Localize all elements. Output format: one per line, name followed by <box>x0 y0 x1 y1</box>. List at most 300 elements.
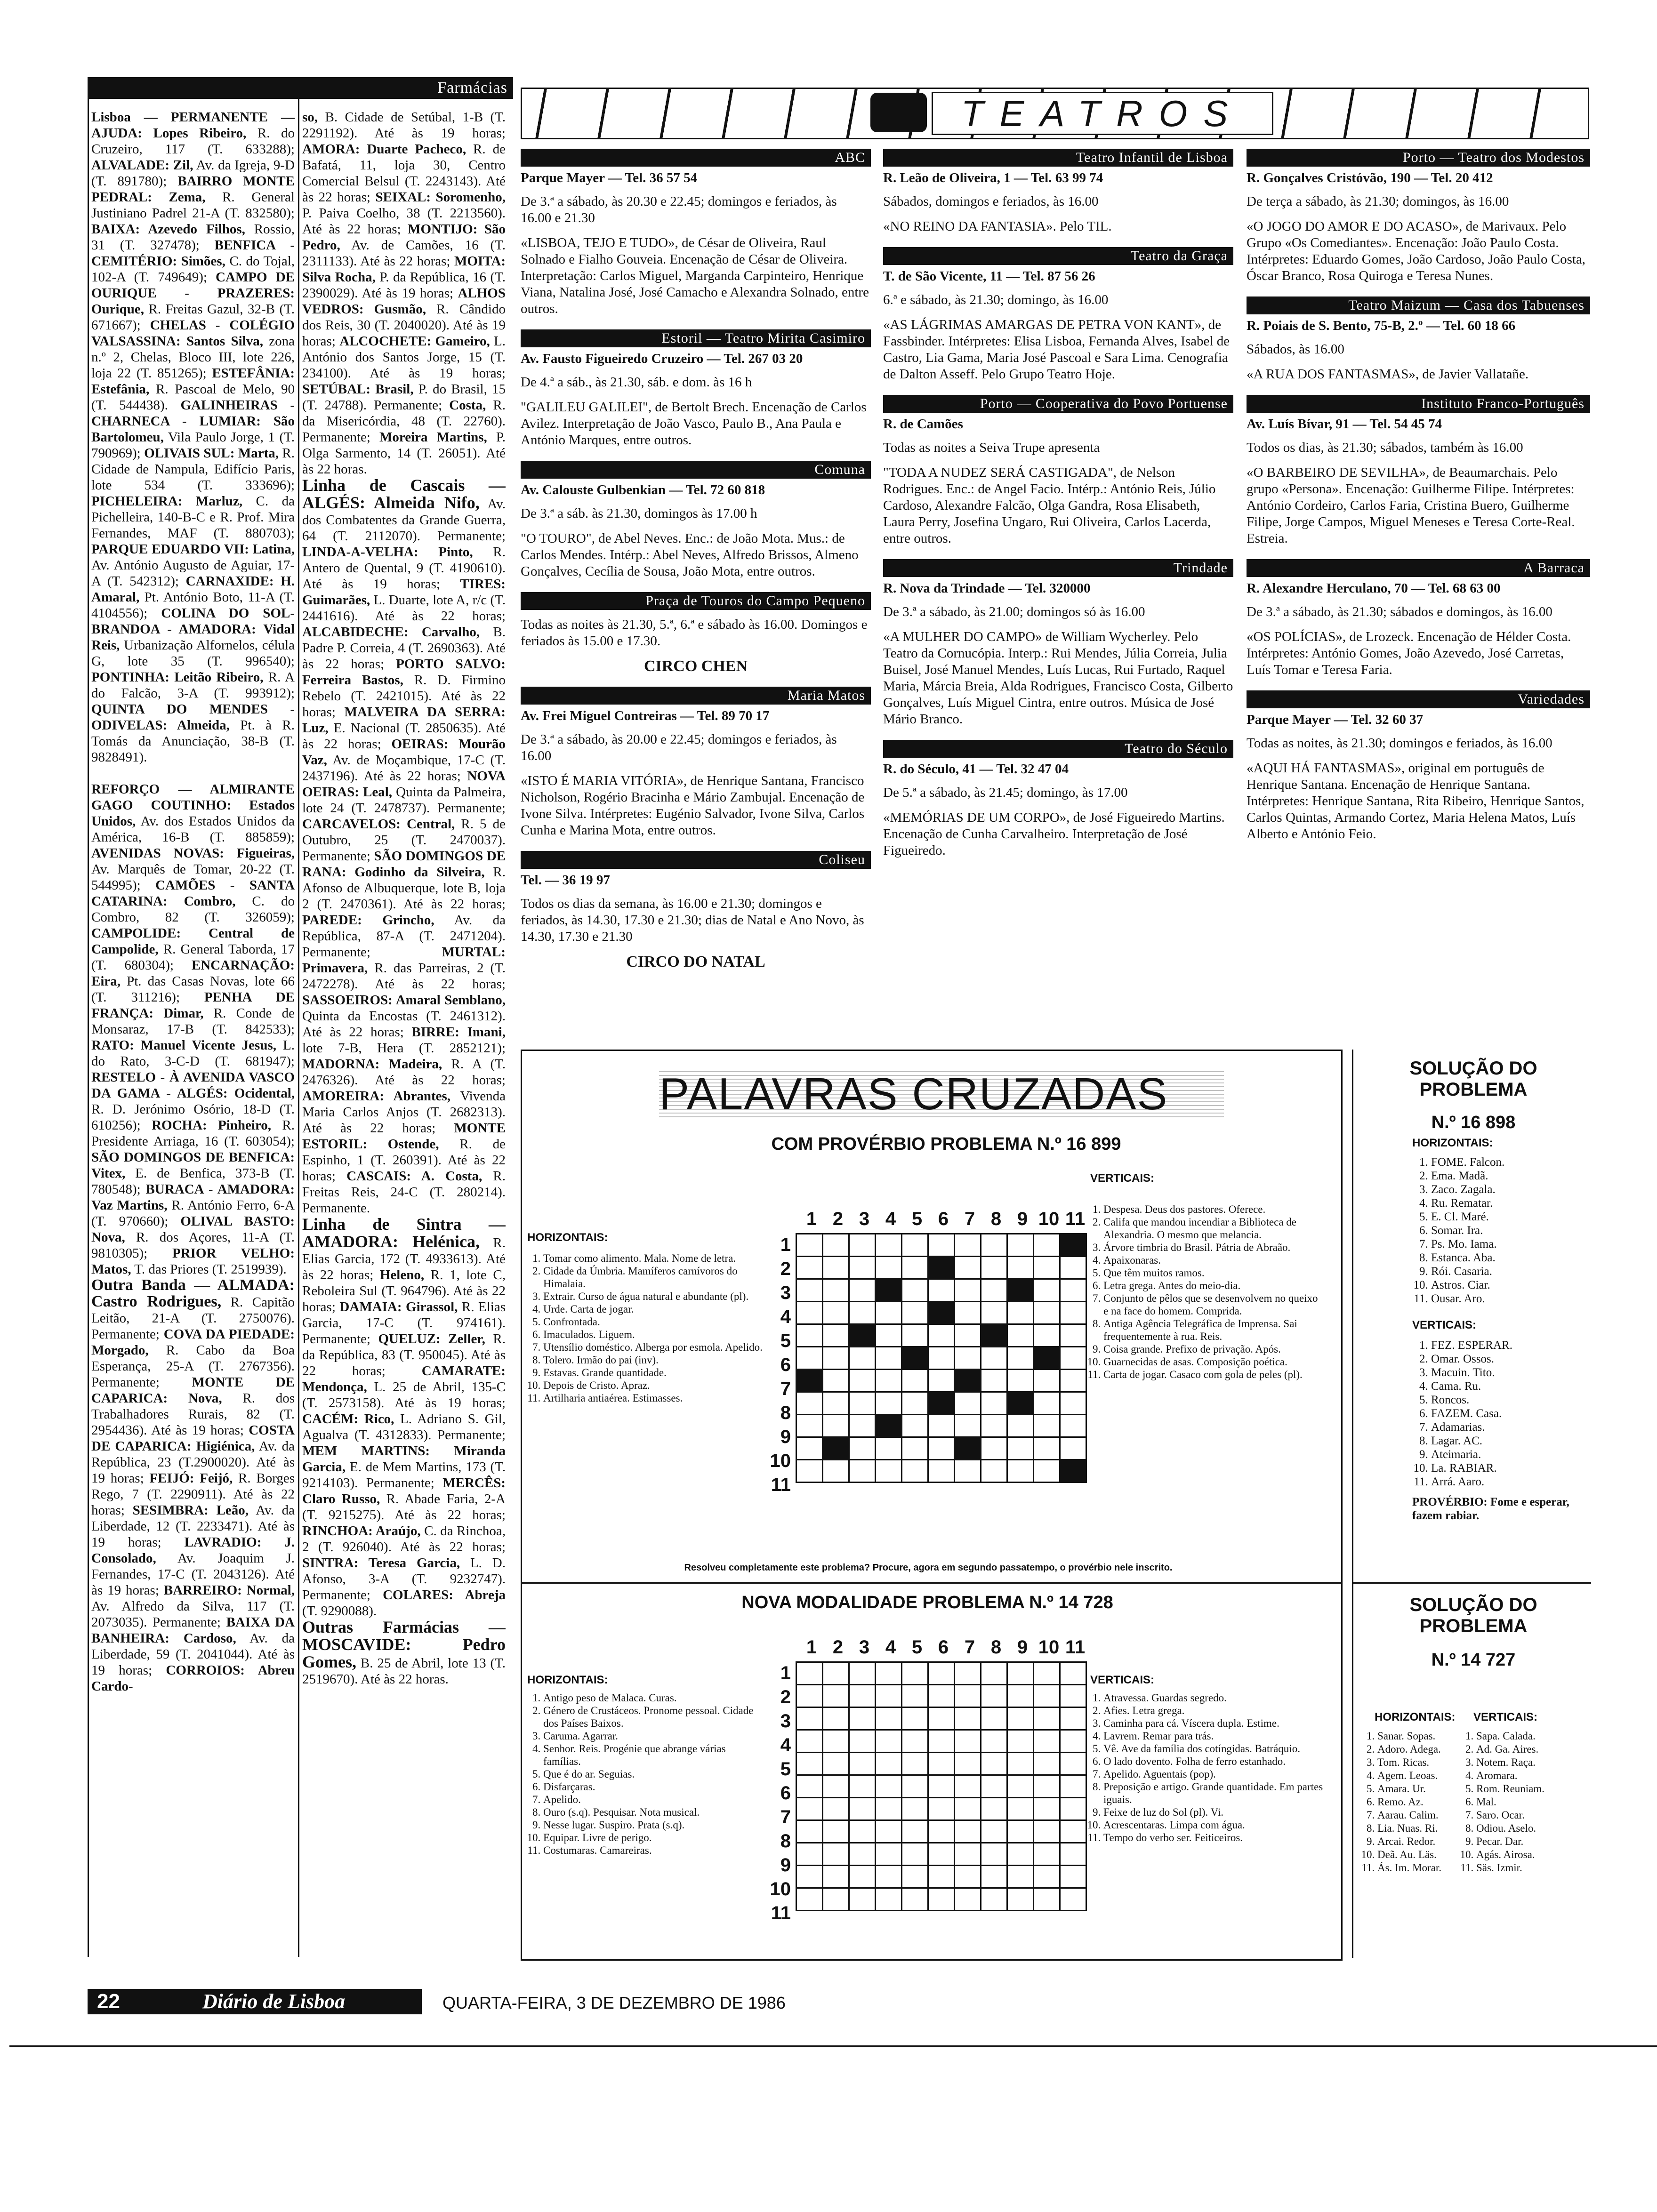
column-number: 2 <box>832 1209 844 1229</box>
clue-item: 6. Remo. Az. <box>1377 1795 1469 1809</box>
clue-item: 4. Lavrem. Remar para trás. <box>1103 1730 1325 1742</box>
grid-cell <box>1007 1820 1034 1843</box>
column-number: 6 <box>938 1637 949 1658</box>
theatre-name-header: Porto — Cooperativa do Povo Portuense <box>883 395 1233 413</box>
theatre-show: «AS LÁGRIMAS AMARGAS DE PETRA VON KANT», de Fassbinder. Intérpretes: Elisa Lisboa, Fernanda Alves, Isabel de Castro, Lia Gama, Maria José Pascoal e Sara Lima. Cenografia de Dalton Asseff. Pelo Grupo Teatro Hoje. <box>883 317 1230 382</box>
theatre-listing <box>883 247 1233 383</box>
pharmacies-mid-rule <box>298 98 299 1957</box>
theatre-address: Tel. — 36 19 97 <box>521 873 610 888</box>
column-number: 10 <box>1038 1637 1060 1658</box>
grid-cell <box>902 1798 928 1820</box>
row-number: 8 <box>780 1831 791 1851</box>
grid-cell <box>1007 1707 1034 1730</box>
grid-cell <box>1034 1843 1060 1866</box>
grid-cell <box>981 1347 1007 1370</box>
theatre-address: R. Gonçalves Cristóvão, 190 — Tel. 20 412 <box>1247 170 1493 185</box>
theatre-name-header: Trindade <box>883 559 1233 577</box>
theatre-address: R. Poiais de S. Bento, 75-B, 2.º — Tel. 60 18 66 <box>1247 318 1516 333</box>
column-number: 11 <box>1065 1209 1086 1229</box>
theatre-show: CIRCO CHEN <box>643 657 748 675</box>
grid-cell <box>902 1775 928 1798</box>
grid-cell <box>849 1392 876 1415</box>
theatre-address: Parque Mayer — Tel. 36 57 54 <box>521 170 698 185</box>
column-number: 8 <box>990 1637 1002 1658</box>
clue-item: 10. Agás. Airosa. <box>1476 1848 1582 1861</box>
clue-item: 8. Ouro (s.q). Pesquisar. Nota musical. <box>543 1806 764 1819</box>
grid-cell <box>928 1460 955 1483</box>
grid-cell <box>849 1257 876 1279</box>
grid-cell <box>823 1843 849 1866</box>
solution-1-title: SOLUÇÃO DO PROBLEMA <box>1409 1058 1537 1100</box>
issue-date: QUARTA-FEIRA, 3 DE DEZEMBRO DE 1986 <box>442 1993 786 2012</box>
grid-cell <box>928 1257 955 1279</box>
theatre-show: "O TOURO", de Abel Neves. Enc.: de João Mota. Mus.: de Carlos Mendes. Intérp.: Abel Neves, Alfredo Brissos, Almeno Gonçalves, Cecília de Sousa, João Mota, entre outros. <box>521 531 859 579</box>
bottom-rule <box>9 2045 1657 2047</box>
grid-cell <box>928 1685 955 1707</box>
theatre-show: «ISTO É MARIA VITÓRIA», de Henrique Santana, Francisco Nicholson, Rogério Bracinha e Mário Zambujal. Encenação de Ivone Silva. Intérpretes: Eugénio Salvador, Ivone Silva, Carlos Cunha e Marina Mota, entre outros. <box>521 773 865 838</box>
theatre-name-header: Estoril — Teatro Mirita Casimiro <box>521 329 871 347</box>
grid-cell <box>823 1820 849 1843</box>
grid-cell <box>849 1437 876 1460</box>
grid-cell <box>1007 1798 1034 1820</box>
pharmacies-left-rule <box>88 98 89 1957</box>
theatre-show: "TODA A NUDEZ SERÁ CASTIGADA", de Nelson Rodrigues. Enc.: de Angel Facio. Intérp.: António Reis, Júlio Cardoso, Alexandre Falcão, Olga Gandra, Rosa Elisabeth, Laura Perry, Josefina Ungaro, Rui Oliveira, Carlos Lacerda, entre outros. <box>883 465 1216 546</box>
grid-cell <box>981 1437 1007 1460</box>
clue-item: 9. Ateimaria. <box>1431 1448 1591 1461</box>
grid-cell <box>955 1392 981 1415</box>
grid-cell <box>981 1820 1007 1843</box>
grid-cell <box>928 1437 955 1460</box>
grid-cell <box>1034 1347 1060 1370</box>
grid-cell <box>876 1662 902 1685</box>
grid-cell <box>876 1707 902 1730</box>
grid-cell <box>849 1707 876 1730</box>
grid-cell <box>876 1843 902 1866</box>
clue-item: 1. Despesa. Deus dos pastores. Oferece. <box>1103 1203 1325 1216</box>
theatre-show: «O BARBEIRO DE SEVILHA», de Beaumarchais. Pelo grupo «Persona». Encenação: Guilherme Filipe. Intérpretes: António Cordeiro, Carlos Faria, Cristina Buero, Guilherme Filipe, Jorge Campos, Miguel Meneses e Teresa Corte-Real. Estreia. <box>1247 465 1575 546</box>
grid-cell <box>1060 1257 1086 1279</box>
theatre-listing <box>1247 690 1590 842</box>
grid-cell <box>1060 1685 1086 1707</box>
clue-item: 9. Arcai. Redor. <box>1377 1835 1469 1848</box>
grid-cell <box>902 1866 928 1888</box>
theatre-name-header: Teatro da Graça <box>883 247 1233 265</box>
theatre-listing <box>1247 395 1590 547</box>
grid-cell <box>955 1820 981 1843</box>
grid-cell <box>928 1347 955 1370</box>
grid-cell <box>928 1302 955 1324</box>
grid-cell <box>928 1370 955 1392</box>
grid-cell <box>955 1415 981 1437</box>
clue-item: 4. Cama. Ru. <box>1431 1379 1591 1393</box>
grid-cell <box>955 1775 981 1798</box>
solution-1-horizontal <box>1412 1155 1591 1306</box>
solution-2-number: N.º 14 727 <box>1431 1650 1516 1670</box>
grid-cell <box>849 1302 876 1324</box>
grid-cell <box>1060 1324 1086 1347</box>
clue-item: 2. Omar. Ossos. <box>1431 1352 1591 1366</box>
grid-cell <box>849 1820 876 1843</box>
clue-item: 6. Imaculados. Liguem. <box>543 1328 764 1341</box>
grid-cell <box>796 1257 823 1279</box>
grid-cell <box>955 1234 981 1257</box>
grid-cell <box>849 1415 876 1437</box>
grid-cell <box>823 1324 849 1347</box>
grid-cell <box>823 1685 849 1707</box>
column-number: 7 <box>964 1637 975 1658</box>
clue-item: 11. Säs. Izmir. <box>1476 1861 1582 1875</box>
grid-cell <box>902 1347 928 1370</box>
grid-cell <box>823 1347 849 1370</box>
theatre-schedule: De 4.ª a sáb., às 21.30, sáb. e dom. às 16 h <box>521 375 752 390</box>
theatre-show: «OS POLÍCIAS», de Lrozeck. Encenação de Hélder Costa. Intérpretes: António Gomes, João Azevedo, José Carretas, Luís Tomar e Teresa Faria. <box>1247 629 1571 677</box>
grid-cell <box>796 1302 823 1324</box>
clue-item: 11. Ousar. Aro. <box>1431 1292 1591 1306</box>
solution-2-vertical <box>1457 1730 1582 1875</box>
clue-item: 11. Arrá. Aaro. <box>1431 1475 1591 1489</box>
grid-cell <box>955 1370 981 1392</box>
solution-divider <box>1352 1582 1591 1584</box>
solution-1-proverb <box>1412 1495 1591 1523</box>
grid-cell <box>1060 1775 1086 1798</box>
grid-cell <box>981 1775 1007 1798</box>
grid-cell <box>1060 1302 1086 1324</box>
grid-cell <box>902 1888 928 1911</box>
grid-cell <box>823 1888 849 1911</box>
column-number: 5 <box>911 1209 923 1229</box>
column-number: 4 <box>885 1637 896 1658</box>
grid-cell <box>796 1820 823 1843</box>
row-number: 10 <box>770 1451 791 1471</box>
clue-item: 2. Afies. Letra grega. <box>1103 1704 1325 1717</box>
theatre-name-header: Teatro Infantil de Lisboa <box>883 149 1233 167</box>
crossword-banner: PALAVRAS CRUZADAS <box>659 1068 1224 1120</box>
grid-cell <box>796 1798 823 1820</box>
grid-cell <box>928 1324 955 1347</box>
grid-cell <box>1060 1415 1086 1437</box>
grid-cell <box>1034 1234 1060 1257</box>
p2-row-numbers <box>763 1661 791 1925</box>
crossword-grid-2 <box>796 1661 1087 1911</box>
clue-item: 11. Artilharia antiaérea. Estimasses. <box>543 1392 764 1404</box>
grid-cell <box>1060 1662 1086 1685</box>
row-number: 11 <box>771 1475 791 1495</box>
p2-horizontal-clues <box>524 1691 764 1857</box>
grid-cell <box>1060 1460 1086 1483</box>
pharmacies-header: Farmácias <box>88 77 513 99</box>
grid-cell <box>1007 1370 1034 1392</box>
grid-cell <box>823 1753 849 1775</box>
grid-cell <box>1060 1392 1086 1415</box>
clue-item: 1. Sanar. Sopas. <box>1377 1730 1469 1743</box>
theatre-schedule: De 3.ª a sáb. às 21.30, domingos às 17.00 h <box>521 506 757 521</box>
clue-item: 2. Cidade da Úmbria. Mamíferos carnívoros do Himalaia. <box>543 1265 764 1290</box>
theatre-listing <box>883 395 1233 547</box>
grid-cell <box>1007 1392 1034 1415</box>
clue-item: 2. Ad. Ga. Aires. <box>1476 1743 1582 1756</box>
theatre-schedule: Todas as noites às 21.30, 5.ª, 6.ª e sábado às 16.00. Domingos e feriados às 15.00 e 17.30. <box>521 617 868 649</box>
clue-item: 6. FAZEM. Casa. <box>1431 1407 1591 1420</box>
grid-cell <box>981 1730 1007 1753</box>
clue-item: 5. Que têm muitos ramos. <box>1103 1266 1325 1279</box>
grid-cell <box>796 1234 823 1257</box>
grid-cell <box>1034 1662 1060 1685</box>
p1-col-numbers <box>798 1209 1100 1230</box>
column-number: 6 <box>938 1209 949 1229</box>
theatre-name-header: Teatro Maizum — Casa dos Tabuenses <box>1247 297 1590 314</box>
theatre-schedule: De terça a sábado, às 21.30; domingos, às 16.00 <box>1247 194 1509 209</box>
theatre-name-header: ABC <box>521 149 871 167</box>
row-number: 1 <box>780 1663 791 1683</box>
grid-cell <box>849 1347 876 1370</box>
grid-cell <box>902 1730 928 1753</box>
grid-cell <box>981 1279 1007 1302</box>
row-number: 2 <box>780 1687 791 1707</box>
clue-item: 5. Amara. Ur. <box>1377 1782 1469 1795</box>
clue-item: 5. Vê. Ave da família dos cotíngidas. Batráquio. <box>1103 1742 1325 1755</box>
clue-item: 3. Notem. Raça. <box>1476 1756 1582 1769</box>
grid-cell <box>796 1324 823 1347</box>
column-number: 3 <box>859 1209 870 1229</box>
theatre-show: «O JOGO DO AMOR E DO ACASO», de Marivaux. Pelo Grupo «Os Comediantes». Encenação: João Paulo Costa. Intérpretes: Eduardo Gomes, João Cardoso, João Paulo Costa, Óscar Branco, Rosa Quiroga e Teresa Nunes. <box>1247 219 1586 283</box>
theatre-listing <box>521 329 871 449</box>
row-number: 6 <box>780 1354 791 1375</box>
grid-cell <box>823 1437 849 1460</box>
grid-cell <box>876 1820 902 1843</box>
grid-cell <box>1060 1370 1086 1392</box>
grid-cell <box>1034 1798 1060 1820</box>
clue-item: 3. Extrair. Curso de água natural e abundante (pl). <box>543 1290 764 1303</box>
theatre-address: Av. Fausto Figueiredo Cruzeiro — Tel. 267 03 20 <box>521 351 803 366</box>
clue-item: 11. Ás. Im. Morar. <box>1377 1861 1469 1875</box>
grid-cell <box>955 1888 981 1911</box>
grid-cell <box>1034 1707 1060 1730</box>
grid-cell <box>955 1866 981 1888</box>
proverb-text: Fome e esperar, fazem rabiar. <box>1412 1496 1569 1522</box>
row-number: 4 <box>780 1735 791 1755</box>
clue-item: 10. La. RABIAR. <box>1431 1461 1591 1475</box>
newspaper-masthead: Diário de Lisboa <box>202 1990 346 2013</box>
grid-cell <box>981 1460 1007 1483</box>
clue-item: 9. Rói. Casaria. <box>1431 1265 1591 1278</box>
grid-cell <box>1034 1324 1060 1347</box>
grid-cell <box>849 1324 876 1347</box>
column-number: 7 <box>964 1209 975 1229</box>
grid-cell <box>1034 1685 1060 1707</box>
grid-cell <box>823 1415 849 1437</box>
teatros-col-2 <box>883 149 1233 1043</box>
pharmacies-col-2: so, B. Cidade de Setúbal, 1-B (T. 2291192). Até às 19 horas; AMORA: Duarte Pacheco, R. de Bafatá, 11, loja 30, Centro Comercial Belsul (T. 2243143). Até às 22 horas; SEIXAL: Soromenho, P. Paiva Coelho, 38 (T. 2213560). Até às 22 horas; MONTIJO: São Pedro, Av. de Camões, 16 (T. 2311133). Até às 22 horas; MOITA: Silva Rocha, P. da República, 16 (T. 2390029). Até às 19 horas; ALHOS VEDROS: Gusmão, R. Cândido dos Reis, 30 (T. 2040020). Até às 19 horas; ALCOCHETE: Gameiro, L. António dos Santos Jorge, 15 (T. 234100). Até às 19 horas; SETÚBAL: Brasil, P. do Brasil, 15 (T. 24788). Permanente; Costa, R. da Misericórdia, 48 (T. 22760). Permanente; Moreira Martins, P. Olga Sarmento, 14 (T. 26051). Até às 22 horas. Linha de Cascais — ALGÉS: Almeida Nifo, Av. dos Combatentes da Grande Guerra, 64 (T. 2112070). Permanente; LINDA-A-VELHA: Pinto, R. Antero de Quental, 9 (T. 4190610). Até às 19 horas; TIRES: Guimarães, L. Duarte, lote A, r/c (T. 2441616). Até às 22 horas; ALCABIDECHE: Carvalho, B. Padre P. Correia, 4 (T. 2690363). Até às 22 horas; PORTO SALVO: Ferreira Bastos, R. D. Firmino Rebelo (T. 2421015). Até às 22 horas; MALVEIRA DA SERRA: Luz, E. Nacional (T. 2850635). Até às 22 horas; OEIRAS: Mourão Vaz, Av. de Moçambique, 17-C (T. 2437196). Até às 22 horas; NOVA OEIRAS: Leal, Quinta da Palmeira, lote 24 (T. 2478737). Permanente; CARCAVELOS: Central, R. 5 de Outubro, 25 (T. 2470037). Permanente; SÃO DOMINGOS DE RANA: Godinho da Silveira, R. Afonso de Albuquerque, lote B, loja 2 (T. 2470361). Até às 22 horas; PAREDE: Grincho, Av. da República, 87-A (T. 2471204). Permanente; MURTAL: Primavera, R. das Parreiras, 2 (T. 2472278). Até às 22 horas; SASSOEIROS: Amaral Semblano, Quinta da Encostas (T. 2461312). Até às 22 horas; BIRRE: Imani, lote 7-B, Hera (T. 2852121); MADORNA: Madeira, R. A (T. 2476326). Até às 22 horas; AMOREIRA: Abrantes, Vivenda Maria Carlos Anjos (T. 2682313). Até às 22 horas; MONTE ESTORIL: Ostende, R. de Espinho, 1 (T. 260391). Até às 22 horas; CASCAIS: A. Costa, R. Freitas Reis, 24-C (T. 280214). Permanente. Linha de Sintra — AMADORA: Helénica, R. Elias Garcia, 172 (T. 4933613). Até às 22 horas; Heleno, R. 1, lote C, Reboleira Sul (T. 964796). Até às 22 horas; DAMAIA: Girassol, R. Elias Garcia, 17-C (T. 974161). Permanente; QUELUZ: Zeller, R. da República, 83 (T. 950045). Até às 22 horas; CAMARATE: Mendonça, L. 25 de Abril, 135-C (T. 2573158). Até às 19 horas; CACÉM: Rico, L. Adriano S. Gil, Agualva (T. 4312833). Permanente; MEM MARTINS: Miranda Garcia, E. de Mem Martins, 173 (T. 9214103). Permanente; MERCÊS: Claro Russo, R. Abade Faria, 2-A (T. 9215275). Até às 22 horas; RINCHOA: Araújo, C. da Rinchoa, 2 (T. 926040). Até às 22 horas; SINTRA: Teresa Garcia, L. D. Afonso, 3-A (T. 9232747). Permanente; COLARES: Abreja (T. 9290088). Outras Farmácias — MOSCAVIDE: Pedro Gomes, B. 25 de Abril, lote 13 (T. 2519670). Até às 22 horas. <box>302 110 506 1687</box>
p2-col-numbers <box>798 1637 1100 1658</box>
grid-cell <box>955 1730 981 1753</box>
grid-cell <box>1060 1347 1086 1370</box>
problem-1-title: COM PROVÉRBIO PROBLEMA N.º 16 899 <box>771 1134 1121 1154</box>
theatre-address: Parque Mayer — Tel. 32 60 37 <box>1247 712 1424 727</box>
clue-item: 11. Carta de jogar. Casaco com gola de peles (pl). <box>1103 1368 1325 1381</box>
grid-cell <box>796 1775 823 1798</box>
grid-cell <box>1034 1257 1060 1279</box>
grid-cell <box>1034 1279 1060 1302</box>
theatre-name-header: A Barraca <box>1247 559 1590 577</box>
grid-cell <box>1060 1820 1086 1843</box>
column-number: 1 <box>806 1637 817 1658</box>
grid-cell <box>823 1730 849 1753</box>
grid-cell <box>1060 1866 1086 1888</box>
theatre-listing <box>883 740 1233 859</box>
grid-cell <box>823 1798 849 1820</box>
theatre-address: R. Nova da Trindade — Tel. 320000 <box>883 581 1091 596</box>
clue-item: 2. Califa que mandou incendiar a Biblioteca de Alexandria. O mesmo que melancia. <box>1103 1216 1325 1241</box>
grid-cell <box>1034 1370 1060 1392</box>
grid-cell <box>928 1775 955 1798</box>
theatre-schedule: De 3.ª a sábado, às 20.00 e 22.45; domingos e feriados, às 16.00 <box>521 732 837 763</box>
grid-cell <box>902 1415 928 1437</box>
theatre-schedule: Todas as noites a Seiva Trupe apresenta <box>883 440 1100 455</box>
clue-item: 6. Mal. <box>1476 1795 1582 1809</box>
clue-item: 3. Caminha para cá. Víscera dupla. Estime. <box>1103 1717 1325 1730</box>
grid-cell <box>823 1370 849 1392</box>
grid-cell <box>981 1392 1007 1415</box>
row-number: 3 <box>780 1282 791 1303</box>
problem-1-footer: Resolveu completamente este problema? Procure, agora em segundo passatempo, o provérbio nele inscrito. <box>684 1563 1173 1573</box>
clue-item: 3. Macuin. Tito. <box>1431 1366 1591 1379</box>
theatre-show: CIRCO DO NATAL <box>626 953 765 970</box>
crossword-divider <box>521 1582 1341 1584</box>
grid-cell <box>928 1820 955 1843</box>
grid-cell <box>928 1753 955 1775</box>
row-number: 9 <box>780 1427 791 1447</box>
grid-cell <box>902 1753 928 1775</box>
theatre-name-header: Instituto Franco-Português <box>1247 395 1590 413</box>
grid-cell <box>1007 1866 1034 1888</box>
grid-cell <box>981 1302 1007 1324</box>
sol1-h-label: HORIZONTAIS: <box>1412 1137 1493 1149</box>
clue-item: 6. Somar. Ira. <box>1431 1224 1591 1237</box>
theatre-schedule: De 3.ª a sábado, às 21.30; sábados e domingos, às 16.00 <box>1247 604 1552 619</box>
theatre-show: «AQUI HÁ FANTASMAS», original em português de Henrique Santana. Encenação de Henrique Santana. Intérpretes: Henrique Santana, Rita Ribeiro, Henrique Santos, Carlos Quintas, Armando Cortez, Maria Helena Matos, Luís Alberto e António Feio. <box>1247 761 1585 842</box>
theatre-listing <box>521 851 871 970</box>
clue-item: 7. Conjunto de pêlos que se desenvolvem no queixo e na face do homem. Comprida. <box>1103 1292 1325 1317</box>
grid-cell <box>955 1279 981 1302</box>
grid-cell <box>1060 1234 1086 1257</box>
grid-cell <box>955 1460 981 1483</box>
row-number: 11 <box>771 1903 791 1923</box>
grid-cell <box>849 1775 876 1798</box>
clue-item: 1. FEZ. ESPERAR. <box>1431 1338 1591 1352</box>
row-number: 9 <box>780 1855 791 1875</box>
grid-cell <box>823 1234 849 1257</box>
grid-cell <box>902 1392 928 1415</box>
clue-item: 5. Roncos. <box>1431 1393 1591 1407</box>
clue-item: 3. Zaco. Zagala. <box>1431 1183 1591 1196</box>
sol1-v-label: VERTICAIS: <box>1412 1319 1477 1331</box>
column-number: 10 <box>1038 1209 1060 1229</box>
grid-cell <box>955 1753 981 1775</box>
grid-cell <box>981 1798 1007 1820</box>
grid-cell <box>823 1775 849 1798</box>
grid-cell <box>1007 1415 1034 1437</box>
grid-cell <box>876 1888 902 1911</box>
clue-item: 9. Pecar. Dar. <box>1476 1835 1582 1848</box>
row-number: 7 <box>780 1378 791 1399</box>
grid-cell <box>1060 1707 1086 1730</box>
p1-horizontal-clues <box>524 1252 764 1404</box>
grid-cell <box>981 1707 1007 1730</box>
grid-cell <box>876 1775 902 1798</box>
theatre-address: R. Alexandre Herculano, 70 — Tel. 68 63 00 <box>1247 581 1501 596</box>
theatre-show: «NO REINO DA FANTASIA». Pelo TIL. <box>883 219 1112 234</box>
grid-cell <box>1007 1730 1034 1753</box>
grid-cell <box>902 1234 928 1257</box>
clue-item: 7. Utensílio doméstico. Alberga por esmola. Apelido. <box>543 1341 764 1354</box>
grid-cell <box>981 1257 1007 1279</box>
grid-cell <box>902 1324 928 1347</box>
grid-cell <box>1007 1437 1034 1460</box>
grid-cell <box>1034 1820 1060 1843</box>
grid-cell <box>981 1234 1007 1257</box>
grid-cell <box>928 1707 955 1730</box>
grid-cell <box>955 1707 981 1730</box>
grid-cell <box>955 1302 981 1324</box>
grid-cell <box>849 1279 876 1302</box>
grid-cell <box>849 1753 876 1775</box>
clue-item: 7. Adamarias. <box>1431 1420 1591 1434</box>
grid-cell <box>876 1302 902 1324</box>
clue-item: 7. Ps. Mo. Iama. <box>1431 1237 1591 1251</box>
column-number: 4 <box>885 1209 896 1229</box>
solution-2-box <box>1356 1586 1591 1958</box>
grid-cell <box>1060 1279 1086 1302</box>
clue-item: 9. Feixe de luz do Sol (pl). Vi. <box>1103 1806 1325 1819</box>
clue-item: 7. Saro. Ocar. <box>1476 1809 1582 1822</box>
clue-item: 2. Género de Crustáceos. Pronome pessoal. Cidade dos Países Baixos. <box>543 1704 764 1730</box>
row-number: 10 <box>770 1879 791 1899</box>
theatre-address: Av. Frei Miguel Contreiras — Tel. 89 70 17 <box>521 708 770 723</box>
clue-item: 1. Atravessa. Guardas segredo. <box>1103 1691 1325 1704</box>
grid-cell <box>876 1279 902 1302</box>
column-number: 1 <box>806 1209 817 1229</box>
grid-cell <box>902 1662 928 1685</box>
clue-item: 10. Deã. Au. Läs. <box>1377 1848 1469 1861</box>
teatros-mask-icon <box>870 93 927 132</box>
grid-cell <box>823 1302 849 1324</box>
theatre-name-header: Porto — Teatro dos Modestos <box>1247 149 1590 167</box>
grid-cell <box>876 1730 902 1753</box>
clue-item: 6. Disfarçaras. <box>543 1780 764 1793</box>
grid-cell <box>1007 1662 1034 1685</box>
grid-cell <box>796 1866 823 1888</box>
theatre-address: Av. Calouste Gulbenkian — Tel. 72 60 818 <box>521 482 765 497</box>
grid-cell <box>1007 1279 1034 1302</box>
clue-item: 5. Confrontada. <box>543 1315 764 1328</box>
theatre-name-header: Teatro do Século <box>883 740 1233 758</box>
grid-cell <box>928 1730 955 1753</box>
p1-h-label: HORIZONTAIS: <box>527 1231 608 1244</box>
clue-item: 10. Equipar. Livre de perigo. <box>543 1831 764 1844</box>
clue-item: 9. Coisa grande. Prefixo de privação. Após. <box>1103 1343 1325 1355</box>
grid-cell <box>1007 1257 1034 1279</box>
grid-cell <box>981 1866 1007 1888</box>
grid-cell <box>796 1347 823 1370</box>
row-number: 5 <box>780 1759 791 1779</box>
grid-cell <box>876 1415 902 1437</box>
grid-cell <box>981 1662 1007 1685</box>
theatre-schedule: De 3.ª a sábado, às 21.00; domingos só às 16.00 <box>883 604 1145 619</box>
theatre-schedule: De 5.ª a sábado, às 21.45; domingo, às 17.00 <box>883 785 1128 800</box>
theatre-address: T. de São Vicente, 11 — Tel. 87 56 26 <box>883 269 1095 284</box>
grid-cell <box>981 1888 1007 1911</box>
grid-cell <box>1007 1347 1034 1370</box>
